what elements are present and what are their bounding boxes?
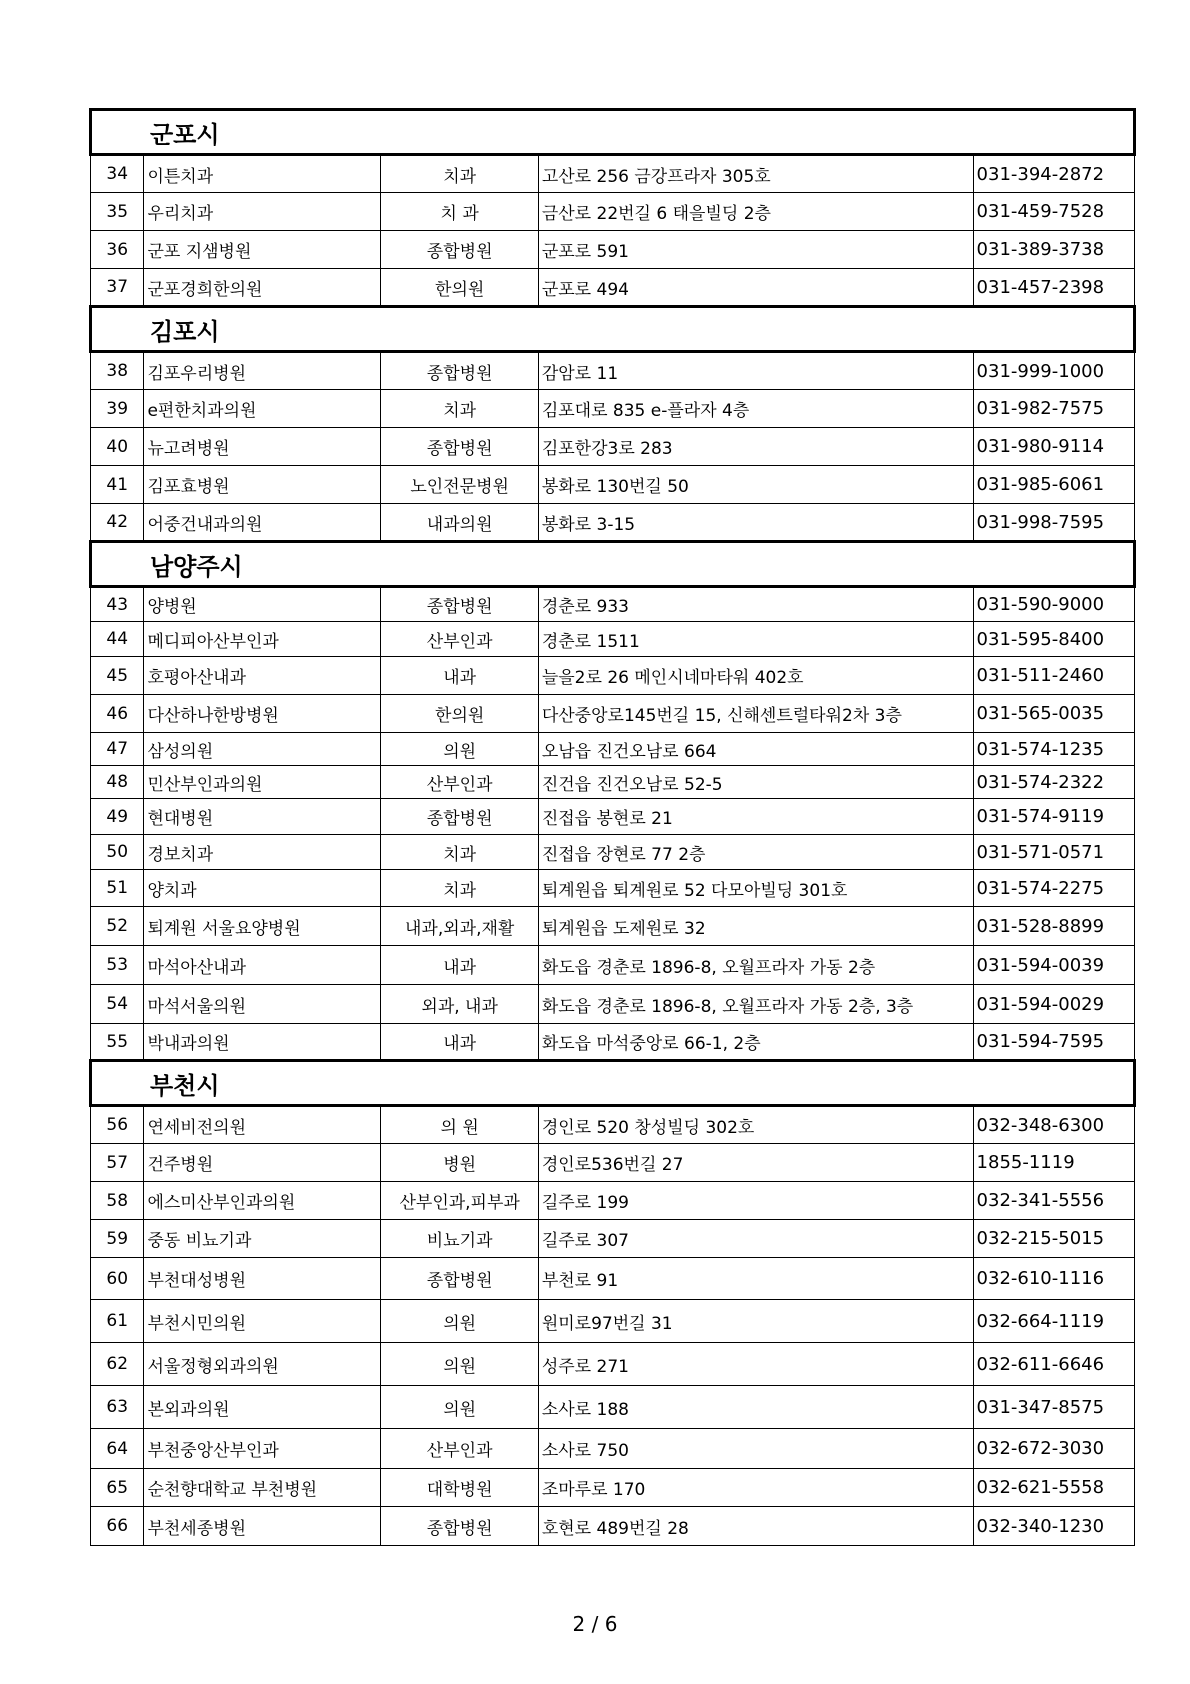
hospital-phone: 031-595-8400 [973, 622, 1134, 657]
hospital-name: 부천세종병원 [144, 1507, 381, 1546]
hospital-address: 진접읍 장현로 77 2층 [538, 835, 973, 870]
row-number: 41 [91, 466, 144, 504]
row-number: 55 [91, 1024, 144, 1061]
hospital-name: 군포 지샘병원 [144, 231, 381, 269]
row-number: 61 [91, 1300, 144, 1343]
hospital-type: 내과 [381, 657, 538, 695]
hospital-directory-sheet [89, 108, 1136, 1546]
hospital-name: 호평아산내과 [144, 657, 381, 695]
table-row [91, 1258, 1135, 1300]
hospital-phone: 031-389-3738 [973, 231, 1134, 269]
table-row [91, 428, 1135, 466]
hospital-name: 퇴계원 서울요양병원 [144, 907, 381, 946]
row-number: 63 [91, 1386, 144, 1429]
hospital-phone: 032-215-5015 [973, 1220, 1134, 1258]
hospital-phone: 031-511-2460 [973, 657, 1134, 695]
hospital-phone: 031-347-8575 [973, 1386, 1134, 1429]
hospital-type: 노인전문병원 [381, 466, 538, 504]
hospital-type: 내과,외과,재활 [381, 907, 538, 946]
hospital-address: 김포한강3로 283 [538, 428, 973, 466]
table-row [91, 946, 1135, 985]
hospital-address: 호현로 489번길 28 [538, 1507, 973, 1546]
row-number: 35 [91, 193, 144, 231]
hospital-name: 메디피아산부인과 [144, 622, 381, 657]
hospital-type: 치과 [381, 390, 538, 428]
hospital-type: 병원 [381, 1144, 538, 1182]
hospital-phone: 032-672-3030 [973, 1429, 1134, 1469]
table-row [91, 504, 1135, 542]
row-number: 62 [91, 1343, 144, 1386]
row-number: 54 [91, 985, 144, 1024]
hospital-name: 김포효병원 [144, 466, 381, 504]
hospital-name: 민산부인과의원 [144, 766, 381, 799]
table-row [91, 622, 1135, 657]
table-row [91, 1300, 1135, 1343]
hospital-address: 경인로 520 창성빌딩 302호 [538, 1106, 973, 1144]
hospital-phone: 031-574-2275 [973, 870, 1134, 907]
row-number: 42 [91, 504, 144, 542]
hospital-name: 에스미산부인과의원 [144, 1182, 381, 1220]
hospital-type: 산부인과 [381, 766, 538, 799]
hospital-type: 대학병원 [381, 1469, 538, 1507]
row-number: 53 [91, 946, 144, 985]
row-number: 49 [91, 799, 144, 835]
hospital-address: 금산로 22번길 6 태을빌딩 2층 [538, 193, 973, 231]
hospital-phone: 032-621-5558 [973, 1469, 1134, 1507]
hospital-address: 부천로 91 [538, 1258, 973, 1300]
hospital-name: 서울정형외과의원 [144, 1343, 381, 1386]
hospital-phone: 031-459-7528 [973, 193, 1134, 231]
table-row [91, 1024, 1135, 1061]
row-number: 51 [91, 870, 144, 907]
hospital-table-body [91, 110, 1135, 1546]
hospital-phone: 031-528-8899 [973, 907, 1134, 946]
hospital-phone: 031-394-2872 [973, 155, 1134, 193]
hospital-address: 길주로 199 [538, 1182, 973, 1220]
hospital-address: 소사로 188 [538, 1386, 973, 1429]
row-number: 45 [91, 657, 144, 695]
row-number: 43 [91, 587, 144, 622]
table-row [91, 870, 1135, 907]
table-row [91, 269, 1135, 307]
table-row [91, 1469, 1135, 1507]
table-row [91, 1507, 1135, 1546]
hospital-address: 경인로536번길 27 [538, 1144, 973, 1182]
hospital-name: 다산하나한방병원 [144, 695, 381, 733]
hospital-phone: 031-594-0029 [973, 985, 1134, 1024]
hospital-address: 늘을2로 26 메인시네마타워 402호 [538, 657, 973, 695]
hospital-name: 삼성의원 [144, 733, 381, 766]
hospital-name: 순천향대학교 부천병원 [144, 1469, 381, 1507]
section-header-row [91, 1061, 1135, 1106]
hospital-name: 김포우리병원 [144, 352, 381, 390]
table-row [91, 695, 1135, 733]
hospital-type: 의원 [381, 733, 538, 766]
hospital-type: 의원 [381, 1300, 538, 1343]
hospital-type: 종합병원 [381, 428, 538, 466]
hospital-type: 비뇨기과 [381, 1220, 538, 1258]
section-header-row [91, 542, 1135, 587]
hospital-phone: 031-980-9114 [973, 428, 1134, 466]
row-number: 59 [91, 1220, 144, 1258]
row-number: 40 [91, 428, 144, 466]
hospital-phone: 032-664-1119 [973, 1300, 1134, 1343]
hospital-phone: 031-982-7575 [973, 390, 1134, 428]
hospital-phone: 031-457-2398 [973, 269, 1134, 307]
hospital-phone: 031-590-9000 [973, 587, 1134, 622]
hospital-address: 진건읍 진건오남로 52-5 [538, 766, 973, 799]
row-number: 48 [91, 766, 144, 799]
hospital-address: 다산중앙로145번길 15, 신해센트럴타워2차 3층 [538, 695, 973, 733]
hospital-phone: 031-985-6061 [973, 466, 1134, 504]
row-number: 47 [91, 733, 144, 766]
hospital-type: 외과, 내과 [381, 985, 538, 1024]
hospital-name: 어중건내과의원 [144, 504, 381, 542]
row-number: 46 [91, 695, 144, 733]
row-number: 58 [91, 1182, 144, 1220]
hospital-address: 고산로 256 금강프라자 305호 [538, 155, 973, 193]
hospital-phone: 032-611-6646 [973, 1343, 1134, 1386]
row-number: 34 [91, 155, 144, 193]
hospital-name: 건주병원 [144, 1144, 381, 1182]
hospital-name: 군포경희한의원 [144, 269, 381, 307]
hospital-type: 내과 [381, 946, 538, 985]
table-row [91, 799, 1135, 835]
hospital-type: 산부인과 [381, 622, 538, 657]
table-row [91, 1220, 1135, 1258]
hospital-type: 의원 [381, 1386, 538, 1429]
table-row [91, 466, 1135, 504]
hospital-phone: 031-594-7595 [973, 1024, 1134, 1061]
table-row [91, 733, 1135, 766]
hospital-address: 봉화로 3-15 [538, 504, 973, 542]
table-row [91, 1429, 1135, 1469]
table-row [91, 352, 1135, 390]
hospital-name: 중동 비뇨기과 [144, 1220, 381, 1258]
table-row [91, 1343, 1135, 1386]
hospital-type: 종합병원 [381, 352, 538, 390]
hospital-phone: 031-999-1000 [973, 352, 1134, 390]
section-title: 군포시 [91, 110, 1135, 155]
hospital-address: 감암로 11 [538, 352, 973, 390]
hospital-name: 마석아산내과 [144, 946, 381, 985]
hospital-name: 뉴고려병원 [144, 428, 381, 466]
hospital-address: 김포대로 835 e-플라자 4층 [538, 390, 973, 428]
hospital-name: 양병원 [144, 587, 381, 622]
hospital-type: 산부인과 [381, 1429, 538, 1469]
hospital-address: 진접읍 봉현로 21 [538, 799, 973, 835]
hospital-address: 소사로 750 [538, 1429, 973, 1469]
row-number: 44 [91, 622, 144, 657]
table-row [91, 1144, 1135, 1182]
hospital-address: 군포로 591 [538, 231, 973, 269]
hospital-address: 성주로 271 [538, 1343, 973, 1386]
section-header-row [91, 307, 1135, 352]
hospital-name: 부천중앙산부인과 [144, 1429, 381, 1469]
hospital-type: 산부인과,피부과 [381, 1182, 538, 1220]
page-number: 2 / 6 [572, 1612, 618, 1636]
hospital-phone: 031-998-7595 [973, 504, 1134, 542]
hospital-type: 의원 [381, 1343, 538, 1386]
hospital-name: 이튼치과 [144, 155, 381, 193]
row-number: 52 [91, 907, 144, 946]
hospital-name: e편한치과의원 [144, 390, 381, 428]
row-number: 64 [91, 1429, 144, 1469]
hospital-name: 본외과의원 [144, 1386, 381, 1429]
hospital-address: 퇴계원읍 도제원로 32 [538, 907, 973, 946]
hospital-type: 한의원 [381, 269, 538, 307]
hospital-name: 부천대성병원 [144, 1258, 381, 1300]
hospital-name: 경보치과 [144, 835, 381, 870]
row-number: 37 [91, 269, 144, 307]
hospital-name: 연세비전의원 [144, 1106, 381, 1144]
hospital-address: 퇴계원읍 퇴계원로 52 다모아빌딩 301호 [538, 870, 973, 907]
table-row [91, 907, 1135, 946]
row-number: 60 [91, 1258, 144, 1300]
section-header-row [91, 110, 1135, 155]
hospital-address: 화도읍 경춘로 1896-8, 오월프라자 가동 2층, 3층 [538, 985, 973, 1024]
hospital-address: 경춘로 933 [538, 587, 973, 622]
hospital-name: 현대병원 [144, 799, 381, 835]
hospital-type: 치과 [381, 835, 538, 870]
table-row [91, 587, 1135, 622]
hospital-phone: 031-574-9119 [973, 799, 1134, 835]
row-number: 56 [91, 1106, 144, 1144]
hospital-name: 박내과의원 [144, 1024, 381, 1061]
hospital-type: 내과 [381, 1024, 538, 1061]
row-number: 39 [91, 390, 144, 428]
hospital-phone: 032-348-6300 [973, 1106, 1134, 1144]
table-row [91, 390, 1135, 428]
table-row [91, 231, 1135, 269]
hospital-address: 화도읍 경춘로 1896-8, 오월프라자 가동 2층 [538, 946, 973, 985]
hospital-type: 치과 [381, 155, 538, 193]
hospital-phone: 032-610-1116 [973, 1258, 1134, 1300]
hospital-type: 치과 [381, 870, 538, 907]
hospital-name: 우리치과 [144, 193, 381, 231]
table-row [91, 657, 1135, 695]
hospital-phone: 031-574-2322 [973, 766, 1134, 799]
hospital-type: 종합병원 [381, 231, 538, 269]
hospital-type: 종합병원 [381, 799, 538, 835]
row-number: 65 [91, 1469, 144, 1507]
hospital-name: 양치과 [144, 870, 381, 907]
row-number: 66 [91, 1507, 144, 1546]
section-title: 남양주시 [91, 542, 1135, 587]
hospital-address: 봉화로 130번길 50 [538, 466, 973, 504]
table-row [91, 1182, 1135, 1220]
hospital-type: 종합병원 [381, 587, 538, 622]
hospital-phone: 031-594-0039 [973, 946, 1134, 985]
row-number: 38 [91, 352, 144, 390]
hospital-address: 길주로 307 [538, 1220, 973, 1258]
hospital-address: 군포로 494 [538, 269, 973, 307]
table-row [91, 835, 1135, 870]
hospital-type: 종합병원 [381, 1258, 538, 1300]
table-row [91, 1386, 1135, 1429]
table-row [91, 985, 1135, 1024]
table-row [91, 193, 1135, 231]
hospital-type: 의 원 [381, 1106, 538, 1144]
hospital-type: 내과의원 [381, 504, 538, 542]
hospital-phone: 032-341-5556 [973, 1182, 1134, 1220]
row-number: 36 [91, 231, 144, 269]
row-number: 57 [91, 1144, 144, 1182]
hospital-type: 치 과 [381, 193, 538, 231]
section-title: 부천시 [91, 1061, 1135, 1106]
table-row [91, 155, 1135, 193]
hospital-phone: 031-571-0571 [973, 835, 1134, 870]
hospital-phone: 032-340-1230 [973, 1507, 1134, 1546]
hospital-table [89, 108, 1136, 1546]
hospital-name: 마석서울의원 [144, 985, 381, 1024]
hospital-address: 화도읍 마석중앙로 66-1, 2층 [538, 1024, 973, 1061]
row-number: 50 [91, 835, 144, 870]
table-row [91, 1106, 1135, 1144]
table-row [91, 766, 1135, 799]
hospital-address: 경춘로 1511 [538, 622, 973, 657]
hospital-address: 오남읍 진건오남로 664 [538, 733, 973, 766]
hospital-phone: 1855-1119 [973, 1144, 1134, 1182]
hospital-type: 종합병원 [381, 1507, 538, 1546]
hospital-type: 한의원 [381, 695, 538, 733]
hospital-address: 조마루로 170 [538, 1469, 973, 1507]
section-title: 김포시 [91, 307, 1135, 352]
hospital-name: 부천시민의원 [144, 1300, 381, 1343]
hospital-phone: 031-574-1235 [973, 733, 1134, 766]
hospital-address: 원미로97번길 31 [538, 1300, 973, 1343]
hospital-phone: 031-565-0035 [973, 695, 1134, 733]
